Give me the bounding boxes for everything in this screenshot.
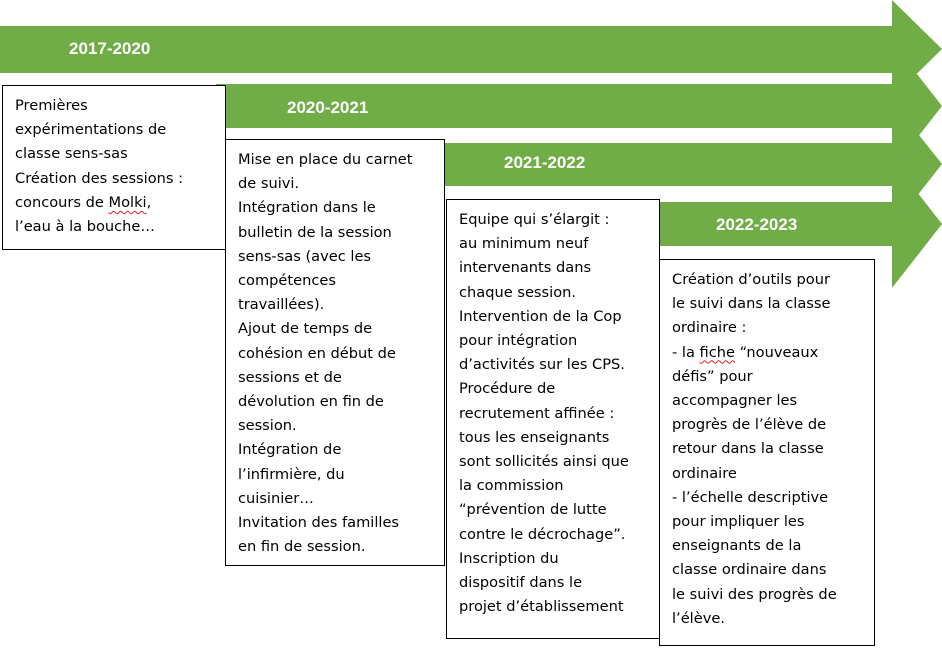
box-line: Equipe qui s’élargit : (459, 211, 610, 228)
box-line: classe sens-sas (15, 145, 128, 163)
box-line: sens-sas (avec les (238, 247, 372, 265)
box-line: retour dans la classe (672, 440, 824, 458)
box-line: accompagner les (672, 392, 798, 410)
box-line: Création des sessions : (15, 169, 184, 187)
year-label-2022-2023: 2022-2023 (716, 215, 798, 234)
box-line: - l’échelle descriptive (672, 488, 829, 506)
box-line: Intervention de la Cop (459, 307, 622, 325)
period-box-2017-2020 (2, 85, 226, 250)
box-line: Invitation des familles (238, 514, 400, 532)
box-line: classe ordinaire dans (672, 561, 827, 579)
year-label-2021-2022: 2021-2022 (504, 153, 586, 172)
box-line: cuisinier… (238, 489, 314, 507)
box-line: recrutement affinée : (459, 404, 615, 422)
box-line: progrès de l’élève de (672, 416, 827, 434)
box-line: concours de Molki, (15, 193, 152, 211)
box-line: le suivi des progrès de (672, 585, 837, 603)
box-line: Intégration dans le (238, 199, 376, 217)
year-label-2020-2021: 2020-2021 (287, 98, 369, 117)
box-line: Création d’outils pour (672, 271, 830, 288)
box-line: Mise en place du carnet (238, 151, 413, 168)
year-label-2017-2020: 2017-2020 (69, 39, 151, 58)
box-line: contre le décrochage”. (459, 525, 626, 543)
box-line: défis” pour (672, 367, 753, 385)
box-line: l’élève. (672, 609, 725, 627)
box-line: session. (238, 417, 297, 435)
box-line: l’eau à la bouche… (15, 218, 156, 236)
box-line: sont sollicités ainsi que (459, 453, 629, 471)
box-line: Ajout de temps de (238, 320, 373, 338)
box-line: ordinaire (672, 464, 737, 482)
box-line: l’infirmière, du (238, 465, 345, 483)
box-line: cohésion en début de (238, 344, 396, 362)
box-line: bulletin de la session (238, 223, 392, 241)
box-line: la commission (459, 477, 564, 495)
box-line: sessions et de (238, 368, 342, 386)
period-box-2022-2023 (659, 259, 875, 646)
box-line: travaillées). (238, 296, 325, 314)
box-line: pour impliquer les (672, 513, 805, 531)
box-line: Intégration de (238, 441, 342, 459)
box-line: enseignants de la (672, 537, 802, 555)
box-line: expérimentations de (15, 121, 167, 139)
box-line: ordinaire : (672, 319, 747, 337)
period-box-2021-2022 (446, 199, 660, 639)
box-line: tous les enseignants (459, 428, 610, 446)
box-line: compétences (238, 272, 336, 290)
box-line: “prévention de lutte (459, 501, 607, 519)
box-line: dévolution en fin de (238, 393, 384, 411)
box-line: pour intégration (459, 332, 578, 350)
box-line: d’activités sur les CPS. (459, 356, 625, 374)
box-line: au minimum neuf (459, 235, 589, 253)
box-line: - la fiche “nouveaux (672, 343, 819, 361)
box-line: projet d’établissement (459, 598, 624, 616)
period-box-2020-2021 (225, 139, 445, 566)
box-line: Premières (15, 97, 88, 114)
box-line: dispositif dans le (459, 574, 583, 592)
box-line: Procédure de (459, 380, 556, 398)
box-line: Inscription du (459, 549, 559, 567)
box-line: chaque session. (459, 283, 577, 301)
box-line: le suivi dans la classe (672, 295, 831, 313)
box-line: intervenants dans (459, 259, 592, 277)
box-line: en fin de session. (238, 538, 366, 556)
box-line: de suivi. (238, 175, 300, 193)
